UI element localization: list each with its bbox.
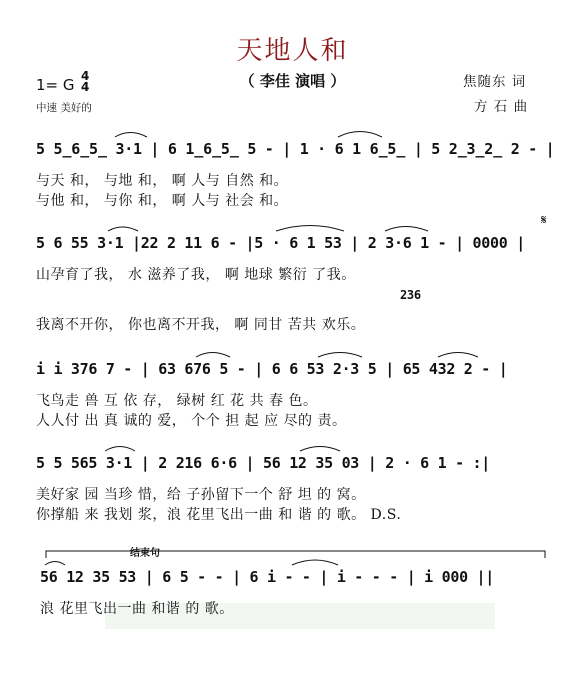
- slur: [438, 353, 478, 358]
- ending-label: 结束句: [130, 548, 160, 559]
- notation-line: 5 6 55 3·1 |22 2 11 6 - |5 · 6 1 53 | 2 3·6 1 - | 0000 |: [36, 234, 525, 252]
- meter-top: 4: [81, 69, 90, 83]
- slur: [196, 353, 230, 358]
- lyric-line: 与他 和， 与你 和， 啊 人与 社会 和。: [36, 193, 289, 209]
- lyric-line: 浪 花里飞出一曲 和谐 的 歌。: [40, 601, 234, 617]
- notation-line: i i 376 7 - | 63 676 5 - | 6 6 53 2·3 5 | 65 432 2 - |: [36, 360, 508, 378]
- notation-line: 5 5̲6̲5̲ 3·1 | 6 1̲6̲5̲ 5 - | 1 · 6 1 6̲5̲ | 5 2̲3̲2̲ 2 - |: [36, 140, 555, 158]
- slur: [276, 226, 344, 232]
- notation-annotation: 236: [400, 288, 421, 302]
- slur: [318, 353, 362, 358]
- slur: [292, 560, 338, 565]
- lyric-line: 飞鸟走 兽 互 依 存， 绿树 红 花 共 春 色。: [36, 393, 318, 409]
- slur: [105, 447, 135, 452]
- lyric-line: 你撑船 来 我划 浆，浪 花里飞出一曲 和 谐 的 歌。 D.S.: [36, 507, 402, 523]
- lyric-line: 人人付 出 真 诚的 爱， 个个 担 起 应 尽的 责。: [36, 413, 347, 429]
- composer-credit: 方 石 曲: [474, 99, 529, 115]
- slur: [108, 227, 138, 231]
- slur: [115, 133, 147, 138]
- slur: [300, 447, 340, 452]
- lyric-line: 美好家 园 当珍 惜，给 子孙留下一个 舒 坦 的 窝。: [36, 487, 366, 503]
- lyric-line: 与天 和， 与地 和， 啊 人与 自然 和。: [36, 173, 289, 189]
- song-title: 天地人和: [236, 36, 349, 66]
- key-signature: 1= G: [36, 76, 75, 94]
- lyricist-credit: 焦随东 词: [463, 74, 527, 90]
- ending-bracket: [46, 551, 545, 558]
- tempo-marking: 中速 美好的: [36, 102, 92, 114]
- segno-icon: 𝄋: [541, 213, 547, 228]
- slur: [338, 132, 382, 138]
- meter-bottom: 4: [81, 80, 90, 94]
- singer-credit: （ 李佳 演唱 ）: [239, 72, 346, 90]
- slur: [45, 562, 65, 566]
- lyric-line: 我离不开你， 你也离不开我， 啊 同甘 苦共 欢乐。: [36, 317, 366, 333]
- notation-line: 56 12 35 53 | 6 5 - - | 6 i - - | i - - - | i 000 ||: [40, 568, 495, 586]
- notation-line: 5 5 565 3·1 | 2 216 6·6 | 56 12 35 03 | 2 · 6 1 - :|: [36, 454, 491, 472]
- slur: [385, 227, 428, 232]
- lyric-line: 山孕育了我， 水 滋养了我， 啊 地球 繁衍 了我。: [36, 267, 356, 283]
